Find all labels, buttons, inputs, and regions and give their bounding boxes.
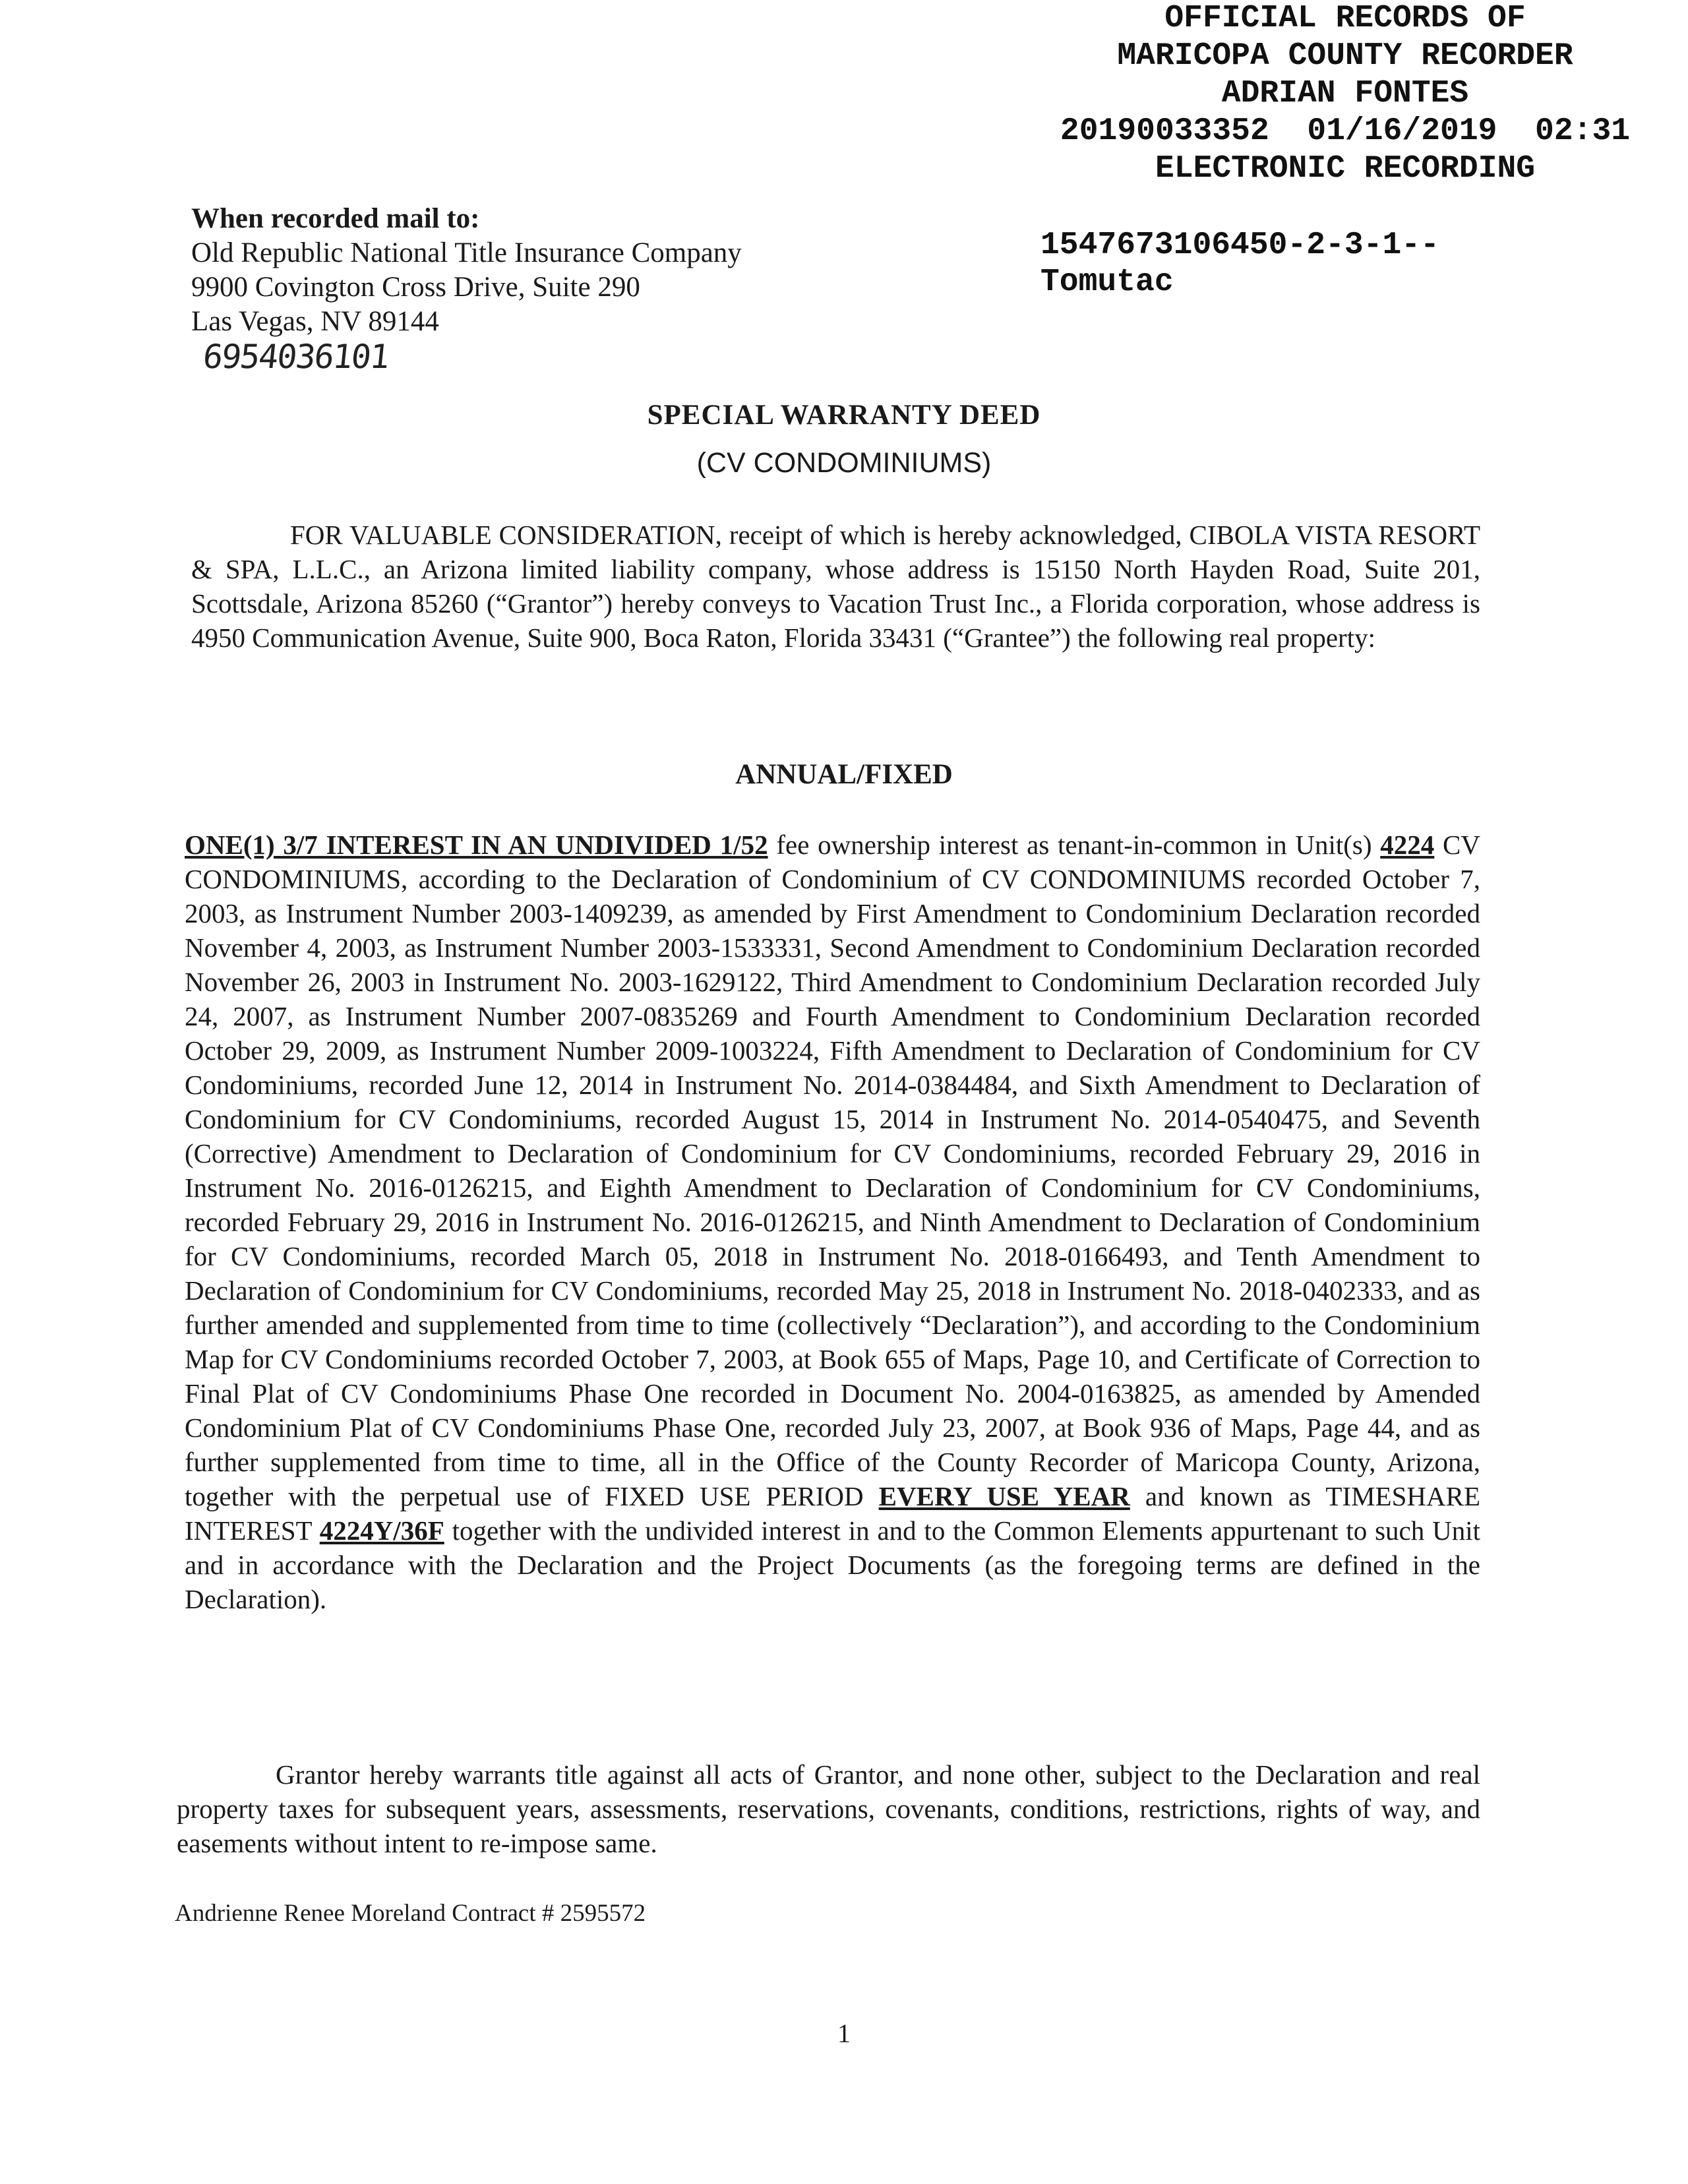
page-number: 1 [837, 2018, 851, 2048]
mail-to-street: 9900 Covington Cross Drive, Suite 290 [191, 272, 640, 303]
section-heading: ANNUAL/FIXED [735, 759, 953, 790]
property-text-c: and known as TIMESHARE INTEREST [185, 1481, 1481, 1546]
property-text-d: together with the undivided interest in and to the Common Elements appurtenant to such Unit and in accordance with the Declaration and the Project Documents (as the foregoing terms are defined in the Declaration). [185, 1515, 1480, 1614]
unit-number: 4224 [1380, 830, 1435, 860]
record-time: 02:31 [1535, 113, 1631, 149]
warranty-paragraph: Grantor hereby warrants title against all acts of Grantor, and none other, subject to the Declaration and real property taxes for subsequent years, assessments, reservations, covenants, conditions, restrictions, rights of way, and easements without intent to re-impose same. [177, 1759, 1480, 1858]
recorder-line-1: OFFICIAL RECORDS OF [1164, 1, 1526, 36]
document-id-name: Tomutac [1040, 264, 1174, 300]
interest-fraction: ONE(1) 3/7 INTEREST IN AN UNDIVIDED 1/52 [185, 830, 768, 860]
deed-title: SPECIAL WARRANTY DEED [647, 400, 1041, 431]
mail-to-company: Old Republic National Title Insurance Company [191, 237, 742, 268]
recorder-line-2: MARICOPA COUNTY RECORDER [1117, 38, 1573, 74]
recording-info [1029, 113, 1662, 150]
property-description [185, 828, 1480, 1616]
consideration-paragraph: FOR VALUABLE CONSIDERATION, receipt of which is hereby acknowledged, CIBOLA VISTA RESORT & SPA, L.L.C., an Arizona limited liability company, whose address is 15150 North Hayden Road, Suite 201, Scottsdale, Arizona 85260 (“Grantor”) hereby conveys to Vacation Trust Inc., a Florida corporation, whose address is 4950 Communication Avenue, Suite 900, Boca Raton, Florida 33431 (“Grantee”) the following real property: [191, 520, 1480, 653]
mail-to-city: Las Vegas, NV 89144 [191, 306, 439, 337]
record-number: 20190033352 [1060, 113, 1269, 149]
mail-to-block [191, 202, 742, 339]
document-id-number: 1547673106450-2-3-1-- [1040, 228, 1439, 263]
contract-line: Andrienne Renee Moreland Contract # 2595572 [175, 1900, 646, 1927]
document-id-block [1040, 227, 1439, 301]
deed-subtitle: (CV CONDOMINIUMS) [696, 447, 992, 479]
recorder-stamp [1029, 0, 1662, 188]
property-text-a: fee ownership interest as tenant-in-common in Unit(s) [768, 830, 1381, 860]
record-date: 01/16/2019 [1307, 113, 1497, 149]
use-year: EVERY USE YEAR [878, 1481, 1130, 1511]
property-text-b: CV CONDOMINIUMS, according to the Declaration of Condominium of CV CONDOMINIUMS recorded October 7, 2003, as Instrument Number 2003-1409239, as amended by First Amendment to Condominium Declaration recorded November 4, 2003, as Instrument Number 2003-1533331, Second Amendment to Condominium Declaration recorded November 26, 2003 in Instrument No. 2003-1629122, Third Amendment to Condominium Declaration recorded July 24, 2007, as Instrument Number 2007-0835269 and Fourth Amendment to Condominium Declaration recorded October 29, 2009, as Instrument Number 2009-1003224, Fifth Amendment to Declaration of Condominium for CV Condominiums, recorded June 12, 2014 in Instrument No. 2014-0384484, and Sixth Amendment to Declaration of Condominium for CV Condominiums, recorded August 15, 2014 in Instrument No. 2014-0540475, and Seventh (Corrective) Amendment to Declaration of Condominium for CV Condominiums, recorded February 29, 2016 in Instrument No. 2016-0126215, and Eighth Amendment to Declaration of Condominium for CV Condominiums, recorded February 29, 2016 in Instrument No. 2016-0126215, and Ninth Amendment to Declaration of Condominium for CV Condominiums, recorded March 05, 2018 in Instrument No. 2018-0166493, and Tenth Amendment to Declaration of Condominium for CV Condominiums, recorded May 25, 2018 in Instrument No. 2018-0402333, and as further amended and supplemented from time to time (collectively “Declaration”), and according to the Condominium Map for CV Condominiums recorded October 7, 2003, at Book 655 of Maps, Page 10, and Certificate of Correction to Final Plat of CV Condominiums Phase One recorded in Document No. 2004-0163825, as amended by Amended Condominium Plat of CV Condominiums Phase One, recorded July 23, 2007, at Book 936 of Maps, Page 44, and as further supplemented from time to time, all in the Office of the County Recorder of Maricopa County, Arizona, together with the perpetual use of FIXED USE PERIOD [185, 830, 1480, 1511]
recorder-line-3: ADRIAN FONTES [1221, 76, 1469, 111]
recorder-line-5: ELECTRONIC RECORDING [1155, 151, 1536, 187]
handwritten-reference: 6954036101 [200, 338, 391, 376]
mail-to-label: When recorded mail to: [191, 203, 480, 234]
timeshare-id: 4224Y/36F [319, 1515, 444, 1546]
